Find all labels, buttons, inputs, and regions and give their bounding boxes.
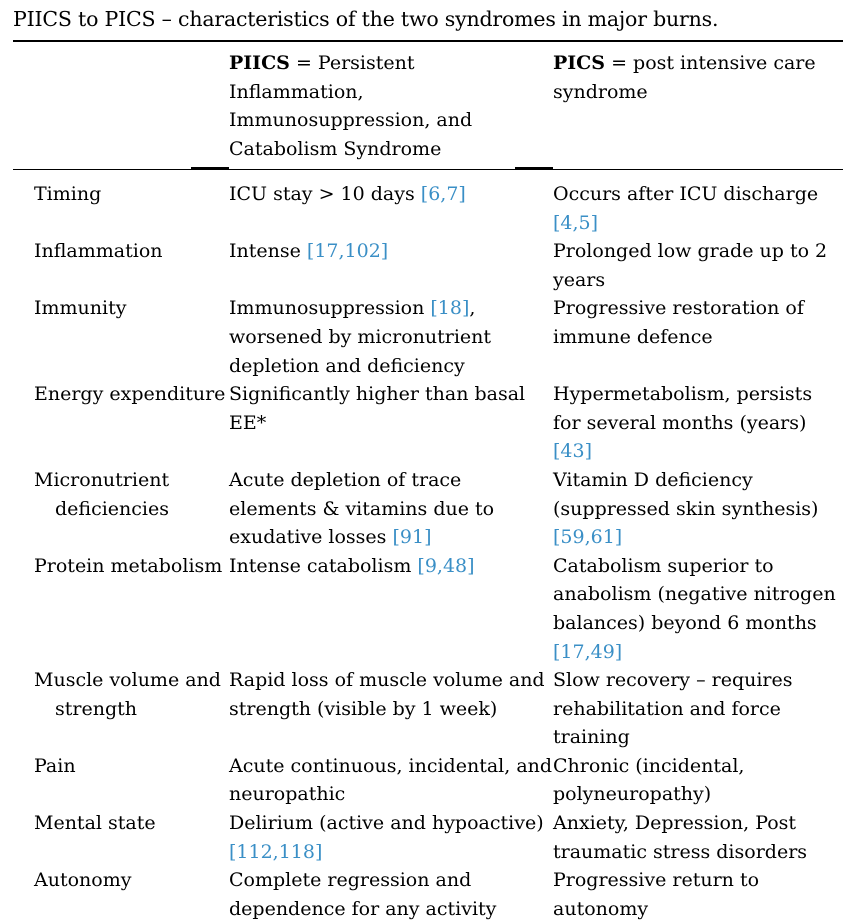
pics-text: Slow recovery – requires rehabilitation and force training [553, 669, 793, 749]
piics-text: Significantly higher than basal EE* [229, 383, 526, 434]
table-row [13, 180, 843, 237]
syndrome-table [13, 180, 843, 923]
piics-text: Delirium (active and hypoactive) [229, 812, 544, 835]
citation-link[interactable]: [9,48] [417, 554, 475, 577]
row-label: Autonomy [34, 869, 132, 892]
citation-link[interactable]: [17,102] [306, 240, 389, 263]
table-row [13, 294, 843, 380]
header-rule [13, 169, 843, 170]
pics-text: Occurs after ICU discharge [553, 183, 819, 205]
header-piics-definition: = Persistent Inflammation, Immunosuppression, and Catabolism Syndrome [229, 52, 473, 160]
citation-link[interactable]: [18] [430, 297, 470, 320]
pics-text: Anxiety, Depression, Post traumatic stress disorders [553, 812, 808, 863]
row-label: Muscle volume and strength [34, 669, 221, 720]
citation-link[interactable]: [59,61] [553, 526, 623, 549]
citation-link[interactable]: [112,118] [229, 840, 323, 863]
row-label: Timing [34, 183, 102, 205]
pics-text: Chronic (incidental, polyneuropathy) [553, 754, 745, 806]
piics-text: Acute depletion of trace elements & vitamins due to exudative losses [229, 468, 495, 549]
citation-link[interactable]: [6,7] [420, 183, 466, 205]
table-row [13, 752, 843, 809]
top-rule [13, 40, 843, 42]
table-row [13, 466, 843, 552]
header-pics-abbrev: PICS [553, 52, 606, 74]
table-row [13, 809, 843, 866]
table-row [13, 237, 843, 294]
piics-text: Intense catabolism [229, 554, 412, 577]
row-label: Pain [34, 754, 76, 777]
table-row [13, 552, 843, 666]
header-pics-definition: = post intensive care syndrome [553, 52, 816, 103]
pics-text: Prolonged low grade up to 2 years [553, 240, 828, 291]
citation-link[interactable]: [4,5] [553, 211, 599, 234]
pics-text: Hypermetabolism, persists for several months (years) [553, 383, 813, 434]
pics-text: Vitamin D deficiency (suppressed skin synthesis) [553, 468, 819, 520]
citation-link[interactable]: [43] [553, 440, 593, 463]
piics-text: Acute continuous, incidental, and neuropathic [229, 754, 553, 806]
piics-text-continued: , worsened by micronutrient depletion and deficiency [229, 297, 492, 377]
row-label: Mental state [34, 812, 156, 835]
pics-text: Progressive restoration of immune defence [553, 297, 804, 348]
pics-text: Progressive return to autonomy [553, 869, 760, 920]
pics-text: Catabolism superior to anabolism (negative nitrogen balances) beyond 6 months [553, 554, 836, 634]
piics-text: Complete regression and dependence for any activity [229, 869, 497, 920]
piics-text: Rapid loss of muscle volume and strength (visible by 1 week) [229, 669, 545, 720]
row-label: Energy expenditure [34, 383, 226, 406]
citation-link[interactable]: [17,49] [553, 640, 623, 663]
row-label: Protein metabolism [34, 554, 223, 577]
row-label: Micronutrient deficiencies [34, 468, 170, 520]
row-label: Inflammation [34, 240, 163, 263]
table-row [13, 666, 843, 752]
table-row [13, 380, 843, 466]
row-label: Immunity [34, 297, 127, 320]
table-row [13, 866, 843, 923]
piics-text: Immunosuppression [229, 297, 425, 320]
header-piics-abbrev: PIICS [229, 52, 290, 74]
piics-text: Intense [229, 240, 301, 263]
header-pics [553, 49, 823, 106]
citation-link[interactable]: [91] [392, 526, 432, 549]
table-caption: PIICS to PICS – characteristics of the two syndromes in major burns. [13, 7, 719, 31]
header-piics [229, 49, 529, 163]
piics-text: ICU stay > 10 days [229, 183, 415, 205]
